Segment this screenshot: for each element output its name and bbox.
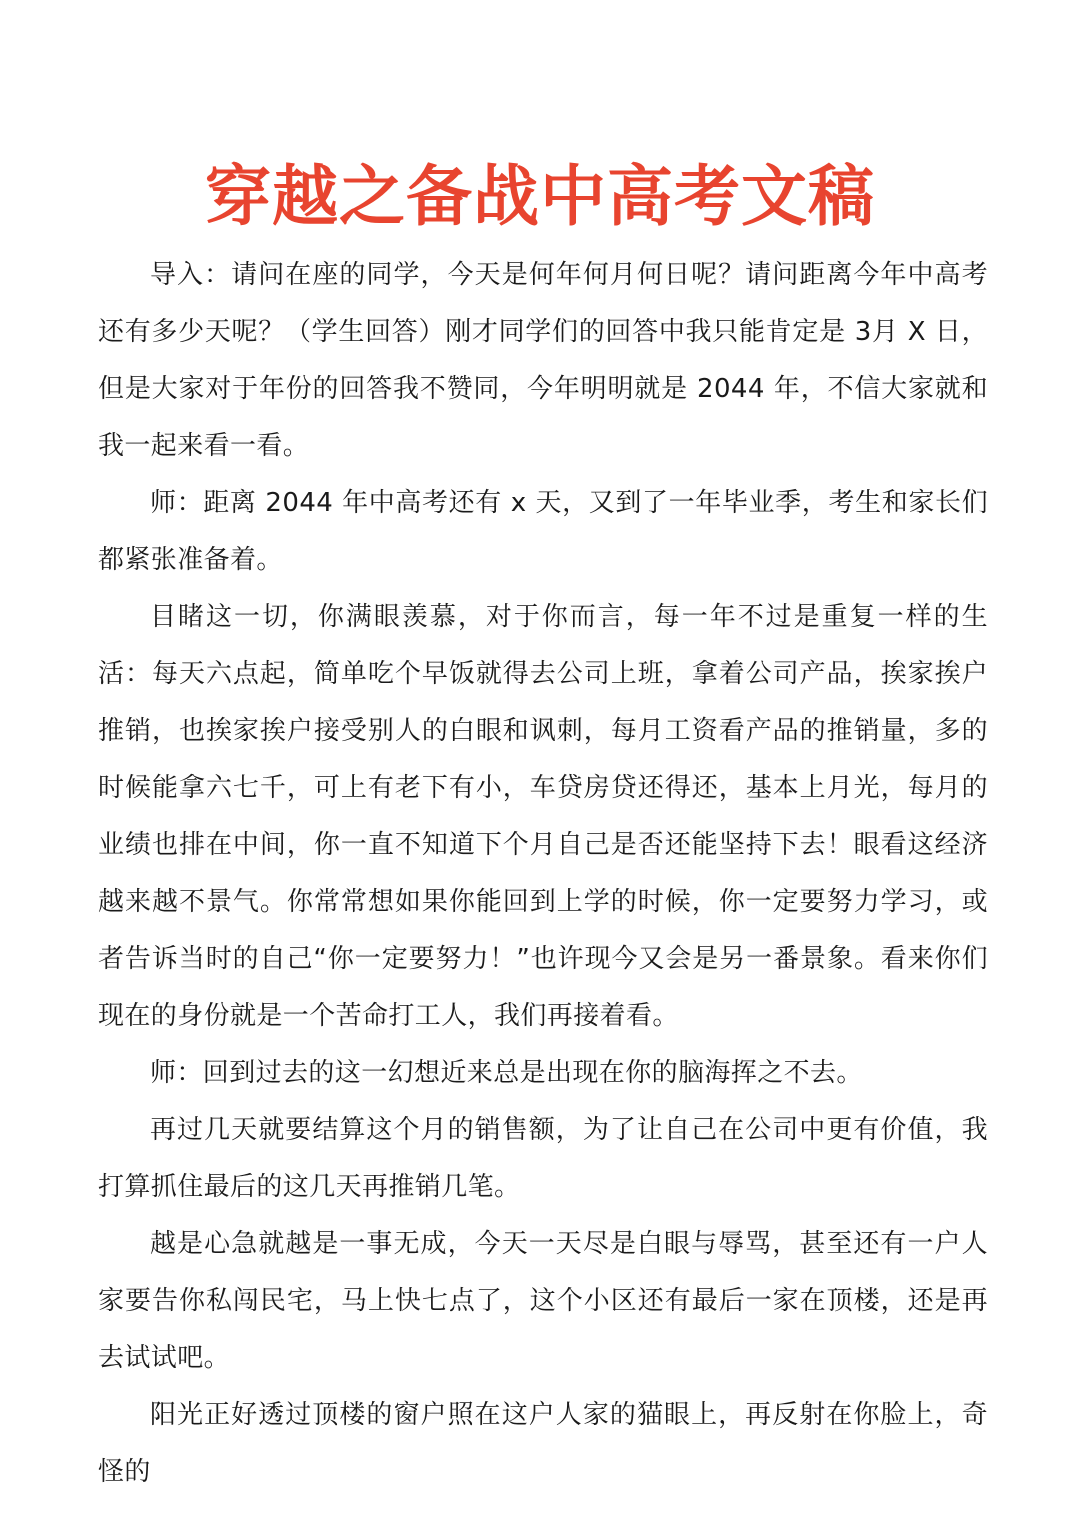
paragraph-bad-day: 越是心急就越是一事无成，今天一天尽是白眼与辱骂，甚至还有一户人家要告你私闯民宅，马上快七点了，这个小区还有最后一家在顶楼，还是再去试试吧。 [98,1229,988,1373]
paragraph-sunlight: 阳光正好透过顶楼的窗户照在这户人家的猫眼上，再反射在你脸上，奇怪的 [98,1400,988,1487]
paragraph-worker-life: 目睹这一切，你满眼羡慕，对于你而言，每一年不过是重复一样的生活：每天六点起，简单吃个早饭就得去公司上班，拿着公司产品，挨家挨户推销，也挨家挨户接受别人的白眼和讽刺，每月工资看产品的推销量，多的时候能拿六七千，可上有老下有小，车贷房贷还得还，基本上月光，每月的业绩也排在中间，你一直不知道下个月自己是否还能坚持下去！眼看这经济越来越不景气。你常常想如果你能回到上学的时候，你一定要努力学习，或者告诉当时的自己“你一定要努力！”也许现今又会是另一番景象。看来你们现在的身份就是一个苦命打工人，我们再接着看。 [98,602,988,1031]
paragraph-teacher-countdown: 师：距离 2044 年中高考还有 x 天，又到了一年毕业季，考生和家长们都紧张准备着。 [98,488,988,575]
document-title: 穿越之备战中高考文稿 [205,158,875,235]
document-body [98,247,988,1501]
paragraph-teacher-fantasy: 师：回到过去的这一幻想近来总是出现在你的脑海挥之不去。 [150,1058,863,1088]
paragraph-intro: 导入：请问在座的同学，今天是何年何月何日呢？请问距离今年中高考还有多少天呢？（学生回答）刚才同学们的回答中我只能肯定是 3月 X 日，但是大家对于年份的回答我不赞同，今年明明就是 2044 年，不信大家就和我一起来看一看。 [98,260,988,461]
paragraph-sales-plan: 再过几天就要结算这个月的销售额，为了让自己在公司中更有价值，我打算抓住最后的这几天再推销几笔。 [98,1115,988,1202]
